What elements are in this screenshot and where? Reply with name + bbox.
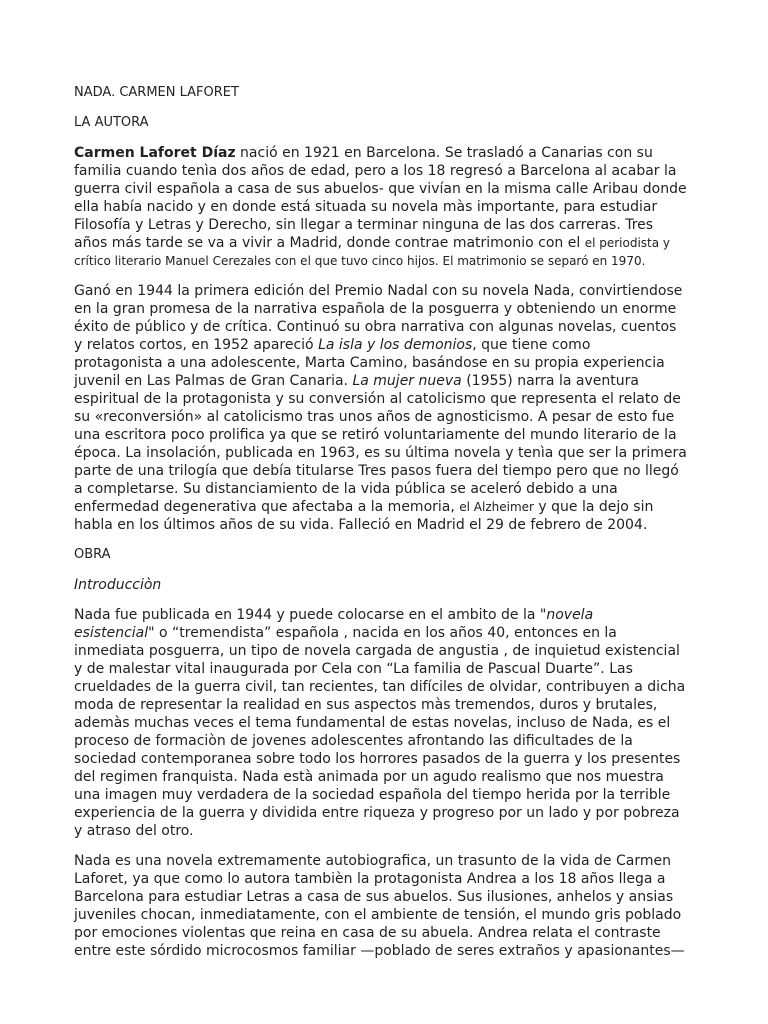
text-line: juvenil en Las Palmas de Gran Canaria. La mujer nueva (1955) narra la aventura bbox=[74, 373, 639, 389]
text-line: experiencia de la guerra y dividida entre riqueza y progreso por un lado y por pobreza bbox=[74, 805, 680, 821]
text-line: Carmen Laforet Díaz nació en 1921 en Barcelona. Se trasladó a Canarias con su bbox=[74, 145, 653, 161]
author-name: Carmen Laforet Díaz bbox=[74, 145, 236, 161]
text-line: moda de representar la realidad en sus aspectos màs tremendos, duros y brutales, bbox=[74, 697, 658, 713]
text-line: ademàs muchas veces el tema fundamental de estas novelas, incluso de Nada, es el bbox=[74, 715, 671, 731]
text-line: inmediata posguerra, un tipo de novela cargada de angustia , de inquietud existencial bbox=[74, 643, 680, 659]
text-line: por emociones violentas que reina en casa de su abuela. Andrea relata el contraste bbox=[74, 925, 661, 941]
text-line: Ganó en 1944 la primera edición del Premio Nadal con su novela Nada, convirtiendose bbox=[74, 283, 683, 299]
text-line: Filosofía y Letras y Derecho, sin llegar a terminar ninguna de las dos carreras. Tres bbox=[74, 217, 654, 233]
document-title: NADA. CARMEN LAFORET bbox=[74, 85, 239, 100]
section-heading-obra: OBRA bbox=[74, 547, 111, 562]
paragraph-career bbox=[74, 282, 698, 534]
text-line: entre este sórdido microcosmos familiar —poblado de seres extraños y apasionantes— bbox=[74, 943, 685, 959]
text-line: años más tarde se va a vivir a Madrid, donde contrae matrimonio con el el periodista y bbox=[74, 235, 671, 251]
text-line: juveniles chocan, inmediatamente, con el ambiente de tensión, el mundo gris poblado bbox=[74, 907, 682, 923]
text-line: Barcelona para estudiar Letras a casa de sus abuelos. Sus ilusiones, anhelos y ansias bbox=[74, 889, 674, 905]
paragraph-autobiography bbox=[74, 852, 698, 960]
paragraph-introduction bbox=[74, 606, 698, 840]
section-heading-autora: LA AUTORA bbox=[74, 115, 149, 130]
document-page bbox=[74, 84, 698, 972]
text-line: una imagen muy verdadera de la sociedad española del tiempo herida por la terrible bbox=[74, 787, 671, 803]
text-line: y relatos cortos, en 1952 apareció La isla y los demonios, que tiene como bbox=[74, 337, 591, 353]
text-line: y de malestar vital inaugurada por Cela con “La familia de Pascual Duarte”. Las bbox=[74, 661, 633, 677]
text-line: guerra civil española a casa de sus abuelos- que vivían en la misma calle Aribau donde bbox=[74, 181, 687, 197]
text-line: su «reconversión» al catolicismo tras unos años de agnosticismo. A pesar de esto fue bbox=[74, 409, 675, 425]
text-line: Nada es una novela extremamente autobiografica, un trasunto de la vida de Carmen bbox=[74, 853, 671, 869]
text-line: Nada fue publicada en 1944 y puede colocarse en el ambito de la "novela bbox=[74, 607, 594, 623]
text-line: a completarse. Su distanciamiento de la vida pública se aceleró debido a una bbox=[74, 481, 618, 497]
text-line: habla en los últimos años de su vida. Falleció en Madrid el 29 de febrero de 2004. bbox=[74, 517, 648, 533]
text-line: época. La insolación, publicada en 1963, es su última novela y tenìa que ser la primera bbox=[74, 445, 687, 461]
text-line: una escritora poco prolifica ya que se retiró voluntariamente del mundo literario de la bbox=[74, 427, 677, 443]
text-line: en la gran promesa de la narrativa española de la posguerra y obteniendo un enorme bbox=[74, 301, 677, 317]
text-line: crueldades de la guerra civil, tan recientes, tan difíciles de olvidar, contribuyen a dicha bbox=[74, 679, 686, 695]
text-line: del regimen franquista. Nada està animada por un agudo realismo que nos muestra bbox=[74, 769, 664, 785]
text-line: sociedad contemporanea sobre todo los horrores pasados de la guerra y los presentes bbox=[74, 751, 681, 767]
text-line: enfermedad degenerativa que afectaba a la memoria, el Alzheimer y que la dejo sin bbox=[74, 499, 654, 515]
text-line: espiritual de la protagonista y su conversión al catolicismo que representa el relato de bbox=[74, 391, 681, 407]
text-line: familia cuando tenìa dos años de edad, pero a los 18 regresó a Barcelona al acabar la bbox=[74, 163, 677, 179]
text-line: proceso de formaciòn de jovenes adolescentes afrontando las dificultades de la bbox=[74, 733, 633, 749]
book-title: La isla y los demonios bbox=[318, 337, 473, 353]
text-line: ella había nacido y en donde está situada su novela màs importante, para estudiar bbox=[74, 199, 658, 215]
text-line: protagonista a una adolescente, Marta Camino, basándose en su propia experiencia bbox=[74, 355, 665, 371]
subsection-heading-introduccion: Introducciòn bbox=[74, 577, 162, 593]
text-line: y atraso del otro. bbox=[74, 823, 194, 839]
text-line: parte de una trilogía que debía titularse Tres pasos fuera del tiempo pero que no llegó bbox=[74, 463, 679, 479]
text-line: éxito de público y de crítica. Continuó su obra narrativa con algunas novelas, cuentos bbox=[74, 319, 677, 335]
paragraph-author-bio bbox=[74, 144, 698, 270]
text-line: esistencial" o “tremendista” española , nacida en los años 40, entonces en la bbox=[74, 625, 617, 641]
text-line: Laforet, ya que como lo autora tambièn la protagonista Andrea a los 18 años llega a bbox=[74, 871, 666, 887]
text-line: crítico literario Manuel Cerezales con el que tuvo cinco hijos. El matrimonio se separó en 1970. bbox=[74, 254, 646, 268]
book-title: La mujer nueva bbox=[352, 373, 462, 389]
